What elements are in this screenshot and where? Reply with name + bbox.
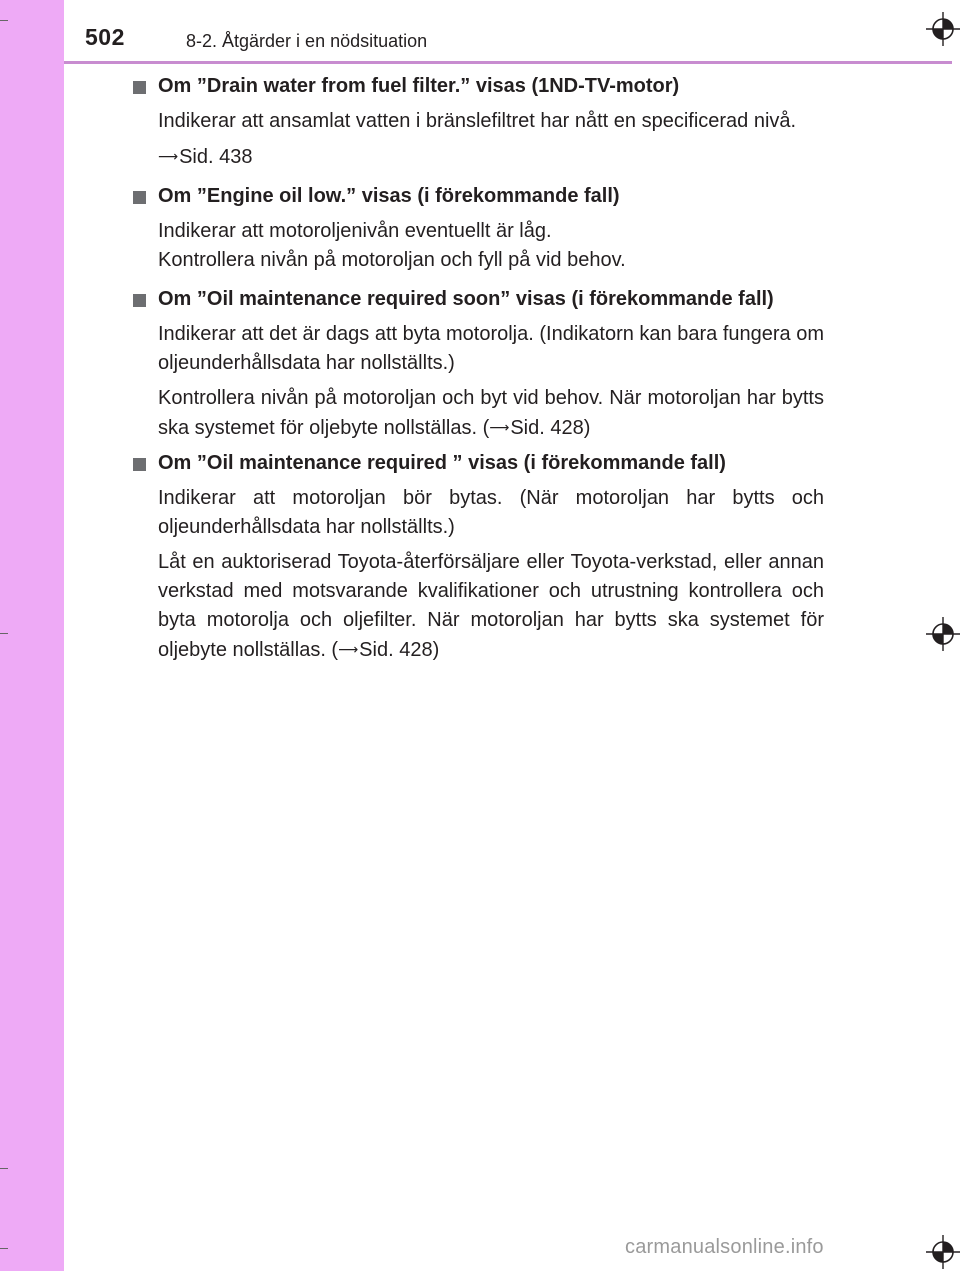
main-content: [132, 72, 824, 671]
arrow-right-icon: ⟶: [338, 641, 359, 657]
registration-mark-icon: [926, 617, 960, 651]
warning-item-oil-maintenance-soon: [132, 285, 824, 443]
header-rule: [64, 61, 952, 64]
registration-mark-icon: [926, 1235, 960, 1269]
crop-tick: [0, 1248, 8, 1249]
page-reference[interactable]: Sid. 428: [510, 417, 584, 439]
arrow-right-icon: ⟶: [489, 419, 510, 435]
crop-tick: [0, 20, 8, 21]
item-instruction: Kontrollera nivån på motoroljan och byt vid behov. När motoroljan har bytts ska systemet för oljebyte nollställas. (⟶Sid. 428): [158, 387, 824, 439]
page-number: 502: [85, 24, 125, 50]
watermark: carmanualsonline.info: [625, 1236, 824, 1258]
item-heading: Om ”Engine oil low.” visas (i förekommande fall): [132, 182, 824, 211]
item-description: Indikerar att det är dags att byta motorolja. (Indikatorn kan bara fungera om oljeunderhållsdata har nollställts.): [158, 323, 824, 374]
item-heading: Om ”Oil maintenance required soon” visas (i förekommande fall): [132, 285, 824, 314]
warning-item-engine-oil-low: [132, 182, 824, 275]
item-heading: Om ”Drain water from fuel filter.” visas (1ND-TV-motor): [132, 72, 824, 101]
arrow-right-icon: ⟶: [158, 148, 179, 164]
section-title: 8-2. Åtgärder i en nödsituation: [186, 31, 428, 51]
item-instruction: Låt en auktoriserad Toyota-återförsäljare eller Toyota-verkstad, eller annan verkstad med motsvarande kvalifikationer och utrustning kontrollera och byta motorolja och oljefilter. När motoroljan har bytts ska systemet för oljebyte nollställas. (⟶Sid. 428): [158, 551, 824, 661]
page-margin-strip: [0, 0, 64, 1271]
square-bullet-icon: [133, 294, 146, 307]
item-description: Indikerar att motoroljenivån eventuellt är låg. Kontrollera nivån på motoroljan och fyll på vid behov.: [158, 220, 626, 271]
square-bullet-icon: [133, 191, 146, 204]
crop-tick: [0, 633, 8, 634]
warning-item-drain-water: [132, 72, 824, 172]
item-heading: Om ”Oil maintenance required ” visas (i förekommande fall): [132, 449, 824, 478]
item-description: Indikerar att motoroljan bör bytas. (När motoroljan har bytts och oljeunderhållsdata har nollställts.): [158, 487, 824, 538]
item-description: Indikerar att ansamlat vatten i bränslefiltret har nått en specificerad nivå.: [158, 110, 797, 132]
page-reference[interactable]: ⟶Sid. 438: [158, 146, 253, 168]
square-bullet-icon: [133, 81, 146, 94]
crop-tick: [0, 1168, 8, 1169]
square-bullet-icon: [133, 458, 146, 471]
warning-item-oil-maintenance-required: [132, 449, 824, 665]
page-reference[interactable]: Sid. 428: [359, 639, 433, 661]
registration-mark-icon: [926, 12, 960, 46]
